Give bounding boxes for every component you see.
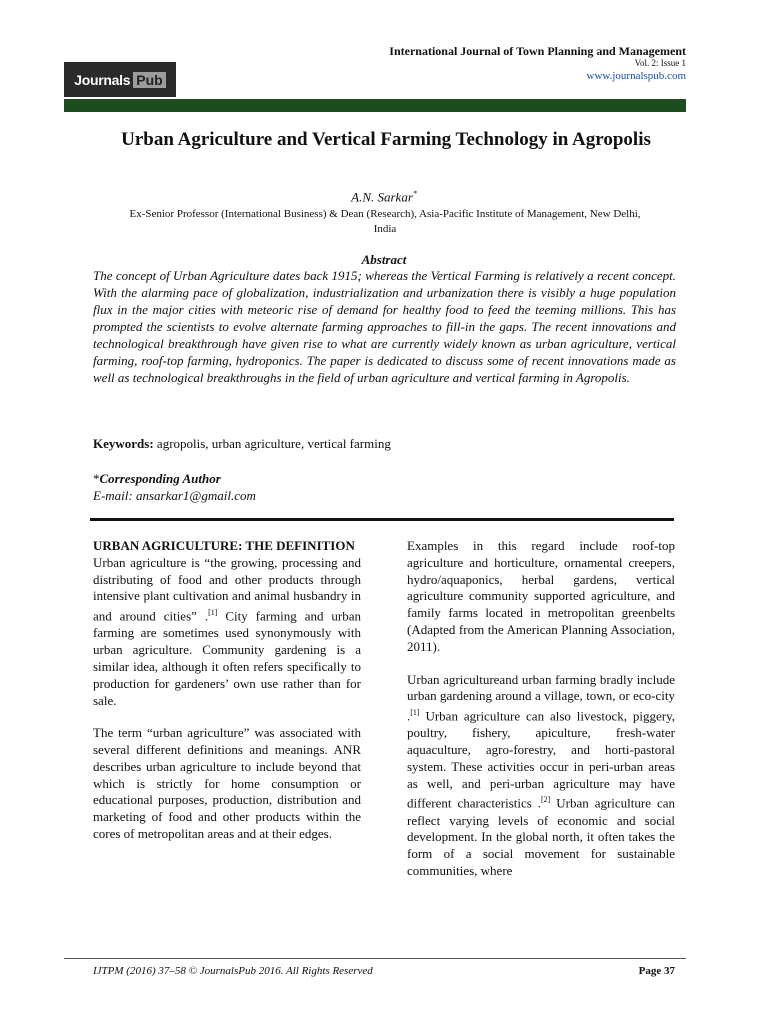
footer-rule bbox=[64, 958, 686, 959]
paragraph bbox=[93, 555, 361, 710]
keywords-label: Keywords: bbox=[93, 436, 154, 451]
citation-ref: [2] bbox=[541, 795, 551, 805]
text-run: Urban agriculture can reflect varying levels of economic and social development. In the global north, it often takes the form of a social movement for sustainable communities, where bbox=[407, 795, 675, 878]
corresponding-label: Corresponding Author bbox=[99, 471, 221, 486]
journalspub-logo bbox=[64, 62, 176, 97]
journal-title: International Journal of Town Planning and Management bbox=[389, 44, 686, 58]
text-run: Urban agricultureand urban farming bradly include urban gardening around a village, town, or eco-city . bbox=[407, 671, 675, 724]
page-number: Page 37 bbox=[638, 965, 675, 977]
abstract-heading: Abstract bbox=[361, 252, 407, 267]
author-affiliation: Ex-Senior Professor (International Business) & Dean (Research), Asia-Pacific Institute of Management, New Delhi, India bbox=[129, 208, 641, 235]
logo-badge: Pub bbox=[133, 72, 165, 88]
paper-title: Urban Agriculture and Vertical Farming Technology in Agropolis bbox=[121, 129, 651, 150]
citation-ref: [1] bbox=[208, 608, 218, 618]
author-line bbox=[64, 189, 704, 205]
section-heading: URBAN AGRICULTURE: THE DEFINITION bbox=[93, 538, 355, 553]
corresponding-star: * bbox=[93, 471, 100, 486]
author-mark: * bbox=[412, 189, 417, 198]
journal-url[interactable]: www.journalspub.com bbox=[586, 70, 686, 82]
abstract-text: The concept of Urban Agriculture dates back 1915; whereas the Vertical Farming is relatively a recent concept. With the alarming pace of globalization, industrialization and urbanization there is visibly a huge population flux in the major cities with meteoric rise of demand for healthy food to feed the teeming millions. This has prompted the scientists to evolve alternate farming approaches to fill-in the gaps. The recent innovations and technological breakthrough have given rise to what are currently widely known as urban agriculture, vertical farming, roof-top farming, hydroponics. The paper is dedicated to discuss some of recent innovations made as well as technological breakthroughs in the field of urban agriculture and vertical farming in Agropolis. bbox=[93, 268, 676, 385]
right-column bbox=[407, 538, 675, 896]
left-column bbox=[93, 538, 361, 859]
section-divider bbox=[90, 518, 674, 521]
text-run: Urban agriculture can also livestock, piggery, poultry, fishery, apiculture, fresh-water aquaculture, agro-forestry, and horti-pastoral system. These activities occur in peri-urban areas as well, and peri-urban agriculture may have different characteristics . bbox=[407, 708, 675, 811]
text-run: City farming and urban farming are sometimes used synonymously with urban agriculture. Community gardening is a similar idea, although it often refers specifically to production for gardeners’ own use rather than for sale. bbox=[93, 608, 361, 708]
footer-citation: IJTPM (2016) 37–58 © JournalsPub 2016. All Rights Reserved bbox=[93, 965, 373, 977]
paragraph: Examples in this regard include roof-top agriculture and horticulture, ornamental creepers, hydro/aquaponics, herbal gardens, vertical agriculture community supported agriculture, and family farms located in metropolitan greenbelts (Adapted from the American Planning Association, 2011). bbox=[407, 538, 675, 654]
keywords bbox=[93, 436, 391, 452]
author-name: A.N. Sarkar bbox=[351, 189, 413, 205]
corresponding-author bbox=[93, 470, 256, 504]
header-bar bbox=[64, 99, 686, 112]
paragraph bbox=[407, 672, 675, 880]
corresponding-email[interactable]: E-mail: ansarkar1@gmail.com bbox=[93, 488, 256, 503]
citation-ref: [1] bbox=[410, 708, 420, 718]
text-run: Urban agriculture is “the growing, processing and distributing of food and other products through intensive plant cultivation and animal husbandry in and around cities” . bbox=[93, 554, 361, 624]
logo-text: Journals bbox=[74, 71, 131, 88]
keywords-text: agropolis, urban agriculture, vertical farming bbox=[153, 436, 391, 451]
volume-issue: Vol. 2: Issue 1 bbox=[634, 58, 686, 68]
paragraph: The term “urban agriculture” was associated with several different definitions and meanings. ANR describes urban agriculture to include beyond that which is strictly for home consumption or educational purposes, production, distribution and marketing of food and other products within the cores of metropolitan areas and at their edges. bbox=[93, 725, 361, 842]
